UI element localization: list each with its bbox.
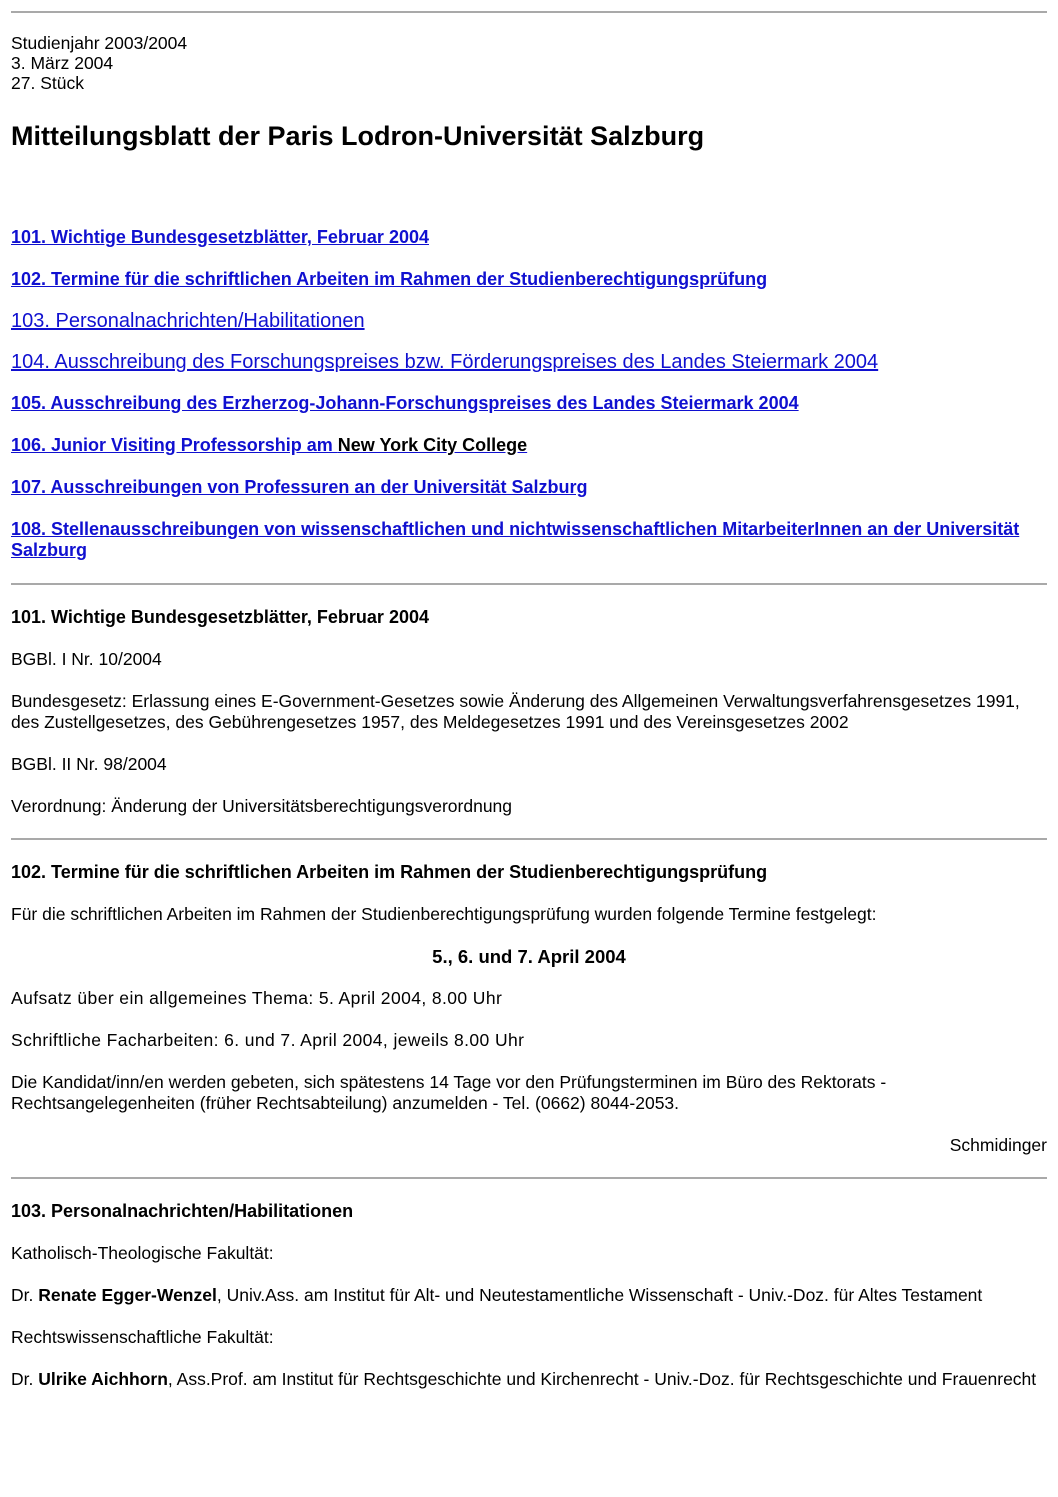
document-page <box>11 0 1047 1411</box>
section-102-heading: 102. Termine für die schriftlichen Arbeiten im Rahmen der Studienberechtigungsprüfung <box>11 862 768 882</box>
masthead <box>11 33 1047 93</box>
page-title: Mitteilungsblatt der Paris Lodron-Universität Salzburg <box>11 121 705 151</box>
section-102-dates: 5., 6. und 7. April 2004 <box>432 946 626 967</box>
table-of-contents <box>11 227 1047 561</box>
toc-link-104[interactable]: 104. Ausschreibung des Forschungspreises bzw. Förderungspreises des Landes Steiermark 2004 <box>11 351 879 373</box>
section-103-faculty-2: Rechtswissenschaftliche Fakultät: <box>11 1327 274 1347</box>
section-102-p4: Die Kandidat/inn/en werden gebeten, sich spätestens 14 Tage vor den Prüfungsterminen im Büro des Rektorats - Rechtsangelegenheiten (früher Rechtsabteilung) anzumelden - Tel. (0662) 8044-2053. <box>11 1072 887 1113</box>
toc-link-101[interactable]: 101. Wichtige Bundesgesetzblätter, Februar 2004 <box>11 227 429 247</box>
section-103-heading: 103. Personalnachrichten/Habilitationen <box>11 1201 354 1221</box>
toc-item-107 <box>11 477 1047 498</box>
toc-link-106-label: 106. Junior Visiting Professorship am <box>11 435 338 455</box>
toc-link-108[interactable]: 108. Stellenausschreibungen von wissenschaftlichen und nichtwissenschaftlichen MitarbeiterInnen an der Universität Salzburg <box>11 519 1020 560</box>
section-101-p1: BGBl. I Nr. 10/2004 <box>11 649 162 669</box>
entry-2-prefix: Dr. <box>11 1369 39 1389</box>
entry-1-prefix: Dr. <box>11 1285 39 1305</box>
toc-link-106-suffix: New York City College <box>337 435 528 455</box>
top-rule <box>11 11 1047 13</box>
toc-item-105 <box>11 393 1047 414</box>
section-102-p1: Für die schriftlichen Arbeiten im Rahmen der Studienberechtigungsprüfung wurden folgende Termine festgelegt: <box>11 904 877 924</box>
toc-item-102 <box>11 269 1047 290</box>
toc-link-105[interactable]: 105. Ausschreibung des Erzherzog-Johann-Forschungspreises des Landes Steiermark 2004 <box>11 393 799 413</box>
academic-year: Studienjahr 2003/2004 <box>11 33 188 53</box>
issue-number: 27. Stück <box>11 73 84 93</box>
issue-date: 3. März 2004 <box>11 53 114 73</box>
section-101-p3: BGBl. II Nr. 98/2004 <box>11 754 167 774</box>
toc-link-103[interactable]: 103. Personalnachrichten/Habilitationen <box>11 310 365 332</box>
section-103 <box>11 1179 1047 1390</box>
toc-item-106 <box>11 435 1047 456</box>
toc-item-101 <box>11 227 1047 248</box>
section-103-entry-2 <box>11 1369 1047 1390</box>
toc-item-108 <box>11 519 1047 561</box>
section-102-p2: Aufsatz über ein allgemeines Thema: 5. April 2004, 8.00 Uhr <box>11 988 503 1008</box>
toc-link-107[interactable]: 107. Ausschreibungen von Professuren an der Universität Salzburg <box>11 477 588 497</box>
section-103-faculty-1: Katholisch-Theologische Fakultät: <box>11 1243 274 1263</box>
entry-1-name: Renate Egger-Wenzel <box>38 1285 217 1305</box>
toc-link-102[interactable]: 102. Termine für die schriftlichen Arbeiten im Rahmen der Studienberechtigungsprüfung <box>11 269 768 289</box>
section-102 <box>11 840 1047 1156</box>
toc-link-106[interactable] <box>11 435 527 455</box>
toc-item-103 <box>11 311 1047 332</box>
section-101-p4: Verordnung: Änderung der Universitätsberechtigungsverordnung <box>11 796 513 816</box>
section-101 <box>11 585 1047 817</box>
section-102-p3: Schriftliche Facharbeiten: 6. und 7. April 2004, jeweils 8.00 Uhr <box>11 1030 525 1050</box>
entry-2-name: Ulrike Aichhorn <box>38 1369 168 1389</box>
section-103-entry-1 <box>11 1285 1047 1306</box>
section-102-signature: Schmidinger <box>949 1135 1047 1155</box>
entry-2-rest: , Ass.Prof. am Institut für Rechtsgeschichte und Kirchenrecht - Univ.-Doz. für Rechtsgeschichte und Frauenrecht <box>167 1369 1037 1389</box>
section-101-p2: Bundesgesetz: Erlassung eines E-Government-Gesetzes sowie Änderung des Allgemeinen Verwaltungsverfahrensgesetzes 1991, des Zustellgesetzes, des Gebührengesetzes 1957, des Meldegesetzes 1991 und des Vereinsgesetzes 2002 <box>11 691 1020 732</box>
toc-item-104 <box>11 352 1047 373</box>
entry-1-rest: , Univ.Ass. am Institut für Alt- und Neutestamentliche Wissenschaft - Univ.-Doz. für Altes Testament <box>216 1285 983 1305</box>
section-101-heading: 101. Wichtige Bundesgesetzblätter, Februar 2004 <box>11 607 429 627</box>
